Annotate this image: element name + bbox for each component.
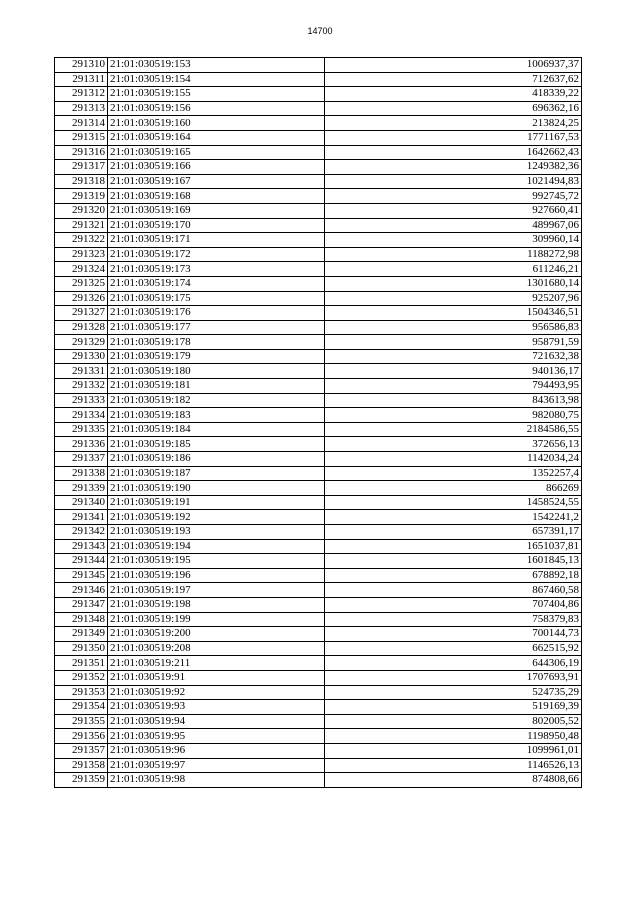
row-number-cell: 291334 bbox=[55, 408, 108, 423]
table-row bbox=[55, 101, 582, 116]
table-row bbox=[55, 145, 582, 160]
cadastral-value-cell: 1651037,81 bbox=[325, 539, 582, 554]
row-number-cell: 291341 bbox=[55, 510, 108, 525]
table-row bbox=[55, 700, 582, 715]
row-number-cell: 291333 bbox=[55, 393, 108, 408]
cadastral-value-cell: 867460,58 bbox=[325, 583, 582, 598]
cadastral-number-cell: 21:01:030519:175 bbox=[108, 291, 325, 306]
cadastral-number-cell: 21:01:030519:92 bbox=[108, 685, 325, 700]
cadastral-number-cell: 21:01:030519:195 bbox=[108, 554, 325, 569]
table-row bbox=[55, 495, 582, 510]
cadastral-value-cell: 1188272,98 bbox=[325, 247, 582, 262]
cadastral-number-cell: 21:01:030519:164 bbox=[108, 130, 325, 145]
table-row bbox=[55, 218, 582, 233]
row-number-cell: 291346 bbox=[55, 583, 108, 598]
table-row bbox=[55, 481, 582, 496]
row-number-cell: 291343 bbox=[55, 539, 108, 554]
cadastral-number-cell: 21:01:030519:95 bbox=[108, 729, 325, 744]
cadastral-number-cell: 21:01:030519:96 bbox=[108, 743, 325, 758]
table-row bbox=[55, 685, 582, 700]
table-row bbox=[55, 379, 582, 394]
cadastral-number-cell: 21:01:030519:165 bbox=[108, 145, 325, 160]
row-number-cell: 291336 bbox=[55, 437, 108, 452]
table-row bbox=[55, 743, 582, 758]
row-number-cell: 291312 bbox=[55, 87, 108, 102]
row-number-cell: 291321 bbox=[55, 218, 108, 233]
table-row bbox=[55, 422, 582, 437]
cadastral-number-cell: 21:01:030519:170 bbox=[108, 218, 325, 233]
cadastral-number-cell: 21:01:030519:166 bbox=[108, 160, 325, 175]
table-row bbox=[55, 320, 582, 335]
table-row bbox=[55, 291, 582, 306]
cadastral-value-cell: 758379,83 bbox=[325, 612, 582, 627]
cadastral-number-cell: 21:01:030519:172 bbox=[108, 247, 325, 262]
cadastral-number-cell: 21:01:030519:93 bbox=[108, 700, 325, 715]
cadastral-value-cell: 707404,86 bbox=[325, 597, 582, 612]
cadastral-number-cell: 21:01:030519:196 bbox=[108, 568, 325, 583]
cadastral-value-cell: 1504346,51 bbox=[325, 306, 582, 321]
row-number-cell: 291319 bbox=[55, 189, 108, 204]
row-number-cell: 291331 bbox=[55, 364, 108, 379]
table-row bbox=[55, 729, 582, 744]
table-row bbox=[55, 247, 582, 262]
cadastral-value-cell: 1352257,4 bbox=[325, 466, 582, 481]
row-number-cell: 291324 bbox=[55, 262, 108, 277]
cadastral-value-cell: 662515,92 bbox=[325, 641, 582, 656]
cadastral-value-cell: 1146526,13 bbox=[325, 758, 582, 773]
table-row bbox=[55, 233, 582, 248]
row-number-cell: 291351 bbox=[55, 656, 108, 671]
row-number-cell: 291337 bbox=[55, 452, 108, 467]
cadastral-value-cell: 1099961,01 bbox=[325, 743, 582, 758]
table-row bbox=[55, 262, 582, 277]
cadastral-number-cell: 21:01:030519:211 bbox=[108, 656, 325, 671]
cadastral-value-cell: 1249382,36 bbox=[325, 160, 582, 175]
row-number-cell: 291317 bbox=[55, 160, 108, 175]
row-number-cell: 291342 bbox=[55, 525, 108, 540]
cadastral-value-cell: 843613,98 bbox=[325, 393, 582, 408]
cadastral-value-cell: 1301680,14 bbox=[325, 276, 582, 291]
cadastral-value-cell: 982080,75 bbox=[325, 408, 582, 423]
cadastral-number-cell: 21:01:030519:98 bbox=[108, 773, 325, 788]
table-row bbox=[55, 670, 582, 685]
cadastral-value-cell: 940136,17 bbox=[325, 364, 582, 379]
cadastral-value-cell: 611246,21 bbox=[325, 262, 582, 277]
cadastral-value-cell: 712637,62 bbox=[325, 72, 582, 87]
table-row bbox=[55, 58, 582, 73]
row-number-cell: 291330 bbox=[55, 349, 108, 364]
cadastral-number-cell: 21:01:030519:94 bbox=[108, 714, 325, 729]
table-row bbox=[55, 510, 582, 525]
cadastral-number-cell: 21:01:030519:191 bbox=[108, 495, 325, 510]
table-row bbox=[55, 203, 582, 218]
cadastral-number-cell: 21:01:030519:208 bbox=[108, 641, 325, 656]
table-row bbox=[55, 349, 582, 364]
cadastral-number-cell: 21:01:030519:199 bbox=[108, 612, 325, 627]
cadastral-number-cell: 21:01:030519:181 bbox=[108, 379, 325, 394]
cadastral-value-cell: 1771167,53 bbox=[325, 130, 582, 145]
cadastral-number-cell: 21:01:030519:91 bbox=[108, 670, 325, 685]
page-number: 14700 bbox=[307, 26, 333, 36]
table-row bbox=[55, 539, 582, 554]
table-row bbox=[55, 174, 582, 189]
row-number-cell: 291340 bbox=[55, 495, 108, 510]
row-number-cell: 291332 bbox=[55, 379, 108, 394]
row-number-cell: 291315 bbox=[55, 130, 108, 145]
row-number-cell: 291313 bbox=[55, 101, 108, 116]
cadastral-value-cell: 213824,25 bbox=[325, 116, 582, 131]
cadastral-number-cell: 21:01:030519:190 bbox=[108, 481, 325, 496]
table-row bbox=[55, 452, 582, 467]
row-number-cell: 291359 bbox=[55, 773, 108, 788]
cadastral-value-cell: 802005,52 bbox=[325, 714, 582, 729]
cadastral-value-cell: 644306,19 bbox=[325, 656, 582, 671]
cadastral-value-cell: 1458524,55 bbox=[325, 495, 582, 510]
cadastral-value-cell: 958791,59 bbox=[325, 335, 582, 350]
row-number-cell: 291349 bbox=[55, 627, 108, 642]
table-row bbox=[55, 130, 582, 145]
table-row bbox=[55, 597, 582, 612]
cadastral-value-cell: 1601845,13 bbox=[325, 554, 582, 569]
row-number-cell: 291327 bbox=[55, 306, 108, 321]
row-number-cell: 291356 bbox=[55, 729, 108, 744]
cadastral-value-cell: 1542241,2 bbox=[325, 510, 582, 525]
cadastral-value-cell: 1142034,24 bbox=[325, 452, 582, 467]
cadastral-value-cell: 794493,95 bbox=[325, 379, 582, 394]
row-number-cell: 291311 bbox=[55, 72, 108, 87]
cadastral-number-cell: 21:01:030519:200 bbox=[108, 627, 325, 642]
row-number-cell: 291329 bbox=[55, 335, 108, 350]
cadastral-number-cell: 21:01:030519:154 bbox=[108, 72, 325, 87]
cadastral-value-cell: 866269 bbox=[325, 481, 582, 496]
table-row bbox=[55, 466, 582, 481]
table-row bbox=[55, 525, 582, 540]
cadastral-number-cell: 21:01:030519:174 bbox=[108, 276, 325, 291]
row-number-cell: 291318 bbox=[55, 174, 108, 189]
cadastral-number-cell: 21:01:030519:186 bbox=[108, 452, 325, 467]
row-number-cell: 291322 bbox=[55, 233, 108, 248]
cadastral-value-cell: 418339,22 bbox=[325, 87, 582, 102]
row-number-cell: 291339 bbox=[55, 481, 108, 496]
table-row bbox=[55, 568, 582, 583]
row-number-cell: 291357 bbox=[55, 743, 108, 758]
cadastral-value-cell: 2184586,55 bbox=[325, 422, 582, 437]
cadastral-number-cell: 21:01:030519:176 bbox=[108, 306, 325, 321]
table-row bbox=[55, 714, 582, 729]
cadastral-number-cell: 21:01:030519:167 bbox=[108, 174, 325, 189]
table-row bbox=[55, 437, 582, 452]
cadastral-number-cell: 21:01:030519:155 bbox=[108, 87, 325, 102]
cadastral-number-cell: 21:01:030519:153 bbox=[108, 58, 325, 73]
cadastral-number-cell: 21:01:030519:194 bbox=[108, 539, 325, 554]
row-number-cell: 291358 bbox=[55, 758, 108, 773]
cadastral-value-cell: 1021494,83 bbox=[325, 174, 582, 189]
cadastral-value-cell: 925207,96 bbox=[325, 291, 582, 306]
row-number-cell: 291352 bbox=[55, 670, 108, 685]
table-row bbox=[55, 276, 582, 291]
cadastral-value-cell: 1198950,48 bbox=[325, 729, 582, 744]
table-row bbox=[55, 160, 582, 175]
cadastral-number-cell: 21:01:030519:179 bbox=[108, 349, 325, 364]
table-row bbox=[55, 773, 582, 788]
cadastral-number-cell: 21:01:030519:182 bbox=[108, 393, 325, 408]
cadastral-value-cell: 927660,41 bbox=[325, 203, 582, 218]
cadastral-value-cell: 309960,14 bbox=[325, 233, 582, 248]
cadastral-number-cell: 21:01:030519:168 bbox=[108, 189, 325, 204]
table-row bbox=[55, 364, 582, 379]
table-row bbox=[55, 408, 582, 423]
row-number-cell: 291328 bbox=[55, 320, 108, 335]
cadastral-value-cell: 721632,38 bbox=[325, 349, 582, 364]
table-row bbox=[55, 87, 582, 102]
row-number-cell: 291338 bbox=[55, 466, 108, 481]
table-body bbox=[55, 58, 582, 788]
table-row bbox=[55, 306, 582, 321]
cadastral-number-cell: 21:01:030519:192 bbox=[108, 510, 325, 525]
cadastral-value-cell: 678892,18 bbox=[325, 568, 582, 583]
row-number-cell: 291355 bbox=[55, 714, 108, 729]
cadastral-number-cell: 21:01:030519:169 bbox=[108, 203, 325, 218]
row-number-cell: 291310 bbox=[55, 58, 108, 73]
cadastral-number-cell: 21:01:030519:173 bbox=[108, 262, 325, 277]
cadastral-number-cell: 21:01:030519:160 bbox=[108, 116, 325, 131]
table-row bbox=[55, 72, 582, 87]
cadastral-value-cell: 956586,83 bbox=[325, 320, 582, 335]
cadastral-number-cell: 21:01:030519:185 bbox=[108, 437, 325, 452]
table-row bbox=[55, 641, 582, 656]
cadastral-number-cell: 21:01:030519:156 bbox=[108, 101, 325, 116]
table-row bbox=[55, 335, 582, 350]
row-number-cell: 291344 bbox=[55, 554, 108, 569]
table-row bbox=[55, 758, 582, 773]
table-row bbox=[55, 612, 582, 627]
cadastral-number-cell: 21:01:030519:177 bbox=[108, 320, 325, 335]
cadastral-number-cell: 21:01:030519:171 bbox=[108, 233, 325, 248]
cadastral-value-cell: 700144,73 bbox=[325, 627, 582, 642]
cadastral-value-table bbox=[54, 57, 582, 788]
cadastral-value-cell: 372656,13 bbox=[325, 437, 582, 452]
row-number-cell: 291325 bbox=[55, 276, 108, 291]
table-row bbox=[55, 393, 582, 408]
cadastral-number-cell: 21:01:030519:198 bbox=[108, 597, 325, 612]
cadastral-value-cell: 696362,16 bbox=[325, 101, 582, 116]
row-number-cell: 291320 bbox=[55, 203, 108, 218]
cadastral-number-cell: 21:01:030519:193 bbox=[108, 525, 325, 540]
cadastral-value-cell: 874808,66 bbox=[325, 773, 582, 788]
table-row bbox=[55, 627, 582, 642]
cadastral-value-cell: 1707693,91 bbox=[325, 670, 582, 685]
cadastral-value-cell: 519169,39 bbox=[325, 700, 582, 715]
row-number-cell: 291348 bbox=[55, 612, 108, 627]
row-number-cell: 291350 bbox=[55, 641, 108, 656]
row-number-cell: 291316 bbox=[55, 145, 108, 160]
cadastral-value-cell: 524735,29 bbox=[325, 685, 582, 700]
row-number-cell: 291353 bbox=[55, 685, 108, 700]
cadastral-number-cell: 21:01:030519:183 bbox=[108, 408, 325, 423]
row-number-cell: 291345 bbox=[55, 568, 108, 583]
cadastral-value-cell: 1642662,43 bbox=[325, 145, 582, 160]
row-number-cell: 291347 bbox=[55, 597, 108, 612]
cadastral-number-cell: 21:01:030519:187 bbox=[108, 466, 325, 481]
cadastral-value-cell: 1006937,37 bbox=[325, 58, 582, 73]
cadastral-number-cell: 21:01:030519:97 bbox=[108, 758, 325, 773]
cadastral-number-cell: 21:01:030519:184 bbox=[108, 422, 325, 437]
cadastral-number-cell: 21:01:030519:180 bbox=[108, 364, 325, 379]
cadastral-value-cell: 657391,17 bbox=[325, 525, 582, 540]
cadastral-number-cell: 21:01:030519:197 bbox=[108, 583, 325, 598]
row-number-cell: 291335 bbox=[55, 422, 108, 437]
row-number-cell: 291326 bbox=[55, 291, 108, 306]
cadastral-value-cell: 992745,72 bbox=[325, 189, 582, 204]
table-row bbox=[55, 554, 582, 569]
cadastral-value-cell: 489967,06 bbox=[325, 218, 582, 233]
table-row bbox=[55, 656, 582, 671]
row-number-cell: 291354 bbox=[55, 700, 108, 715]
table-row bbox=[55, 116, 582, 131]
table-row bbox=[55, 583, 582, 598]
table-row bbox=[55, 189, 582, 204]
row-number-cell: 291323 bbox=[55, 247, 108, 262]
cadastral-number-cell: 21:01:030519:178 bbox=[108, 335, 325, 350]
row-number-cell: 291314 bbox=[55, 116, 108, 131]
